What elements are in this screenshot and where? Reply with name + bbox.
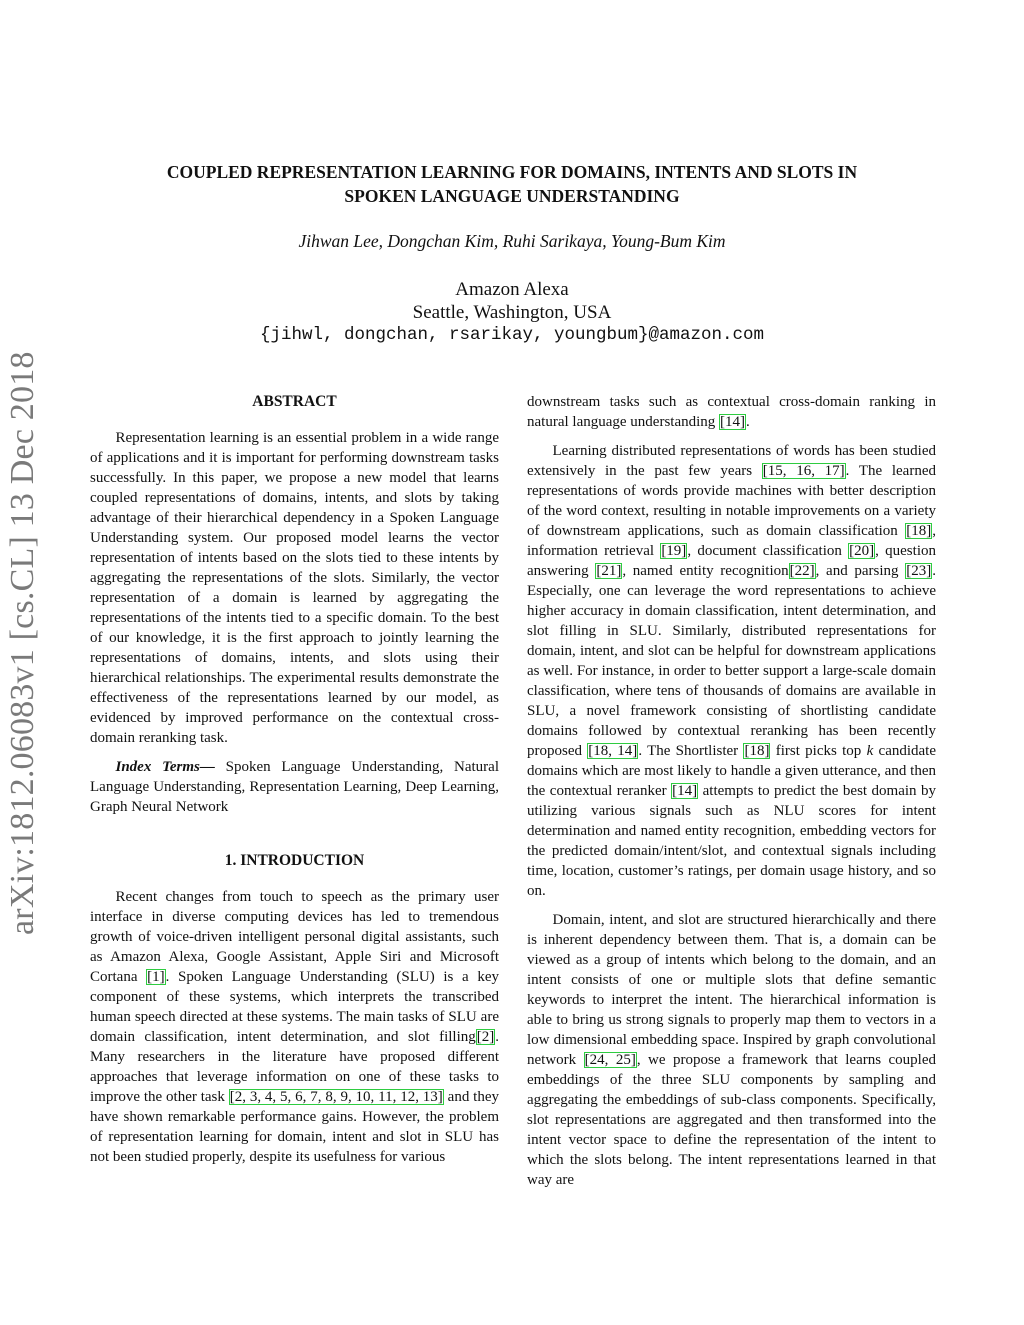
citation-link[interactable]: [23] (906, 563, 932, 579)
title-line-2: SPOKEN LANGUAGE UNDERSTANDING (344, 186, 680, 206)
math-variable-k: k (866, 743, 874, 759)
body-paragraph-word-representations: Learning distributed representations of words has been studied extensively in the past few years [15, 16, 17]. The learned representations of words provide machines with better description of the word context, resulting in notable improvements on a variety of downstream applications, such as domain classification [18], information retrieval [19], document classification [20], question answering [21], named entity recognition[22], and parsing [23]. Especially, one can leverage the word representations to achieve higher accuracy in domain classification, intent determination, and slot filling in SLU. Similarly, distributed representations for domain, intent, and slot can be helpful for downstream applications as well. For instance, in order to better support a large-scale domain classification, where tens of thousands of domains are available in SLU, a novel framework consisting of shortlisting candidate domains followed by contextual reranking has been recently proposed [18, 14]. The Shortlister [18] first picks top k candidate domains which are most likely to handle a given utterance, and then the contextual reranker [14] attempts to predict the best domain by utilizing various signals such as NLU scores for intent determination and named entity recognition, embedding vectors for the predicted domain/intent/slot, and contextual signals including time, location, customer’s ratings, per domain usage history, and so on. (527, 443, 936, 899)
citation-link[interactable]: [18, 14] (588, 743, 638, 759)
citation-link[interactable]: [14] (720, 414, 746, 430)
citation-link[interactable]: [19] (661, 543, 687, 559)
body-paragraph-hierarchy: Domain, intent, and slot are structured hierarchically and there is inherent dependency between them. That is, a domain can be viewed as a group of intents which belong to the domain, and an intent consists of one or multiple slots that define semantic keywords to interpret the intent. The hierarchical information is able to bring us strong signals to properly map them to vectors in a low dimensional embedding space. Inspired by graph convolutional network [24, 25], we propose a framework that learns coupled embeddings of the three SLU components by sampling and aggregating the embeddings of sub-class components. Specifically, slot representations are aggregated and then transformed into the intent vector space to define the representation of the intent to which the slots belong. The intent representations learned in that way are (527, 912, 937, 1188)
continued-paragraph: downstream tasks such as contextual cross-domain ranking in natural language understanding [14]. (527, 394, 936, 430)
index-terms-label: Index Terms— (115, 759, 215, 775)
citation-link[interactable]: [22] (789, 563, 815, 579)
citation-link[interactable]: [24, 25] (584, 1052, 636, 1068)
index-terms-text: Spoken Language Understanding, Natural Language Understanding, Representation Learning, Deep Learning, Graph Neural Network (90, 759, 500, 815)
citation-link[interactable]: [18] (906, 523, 932, 539)
citation-link[interactable]: [21] (596, 563, 622, 579)
affiliation-email: {jihwl, dongchan, rsarikay, youngbum}@amazon.com (259, 325, 765, 345)
citation-link[interactable]: [14] (672, 783, 698, 799)
affiliation (100, 278, 924, 347)
citation-link[interactable]: [18] (744, 743, 770, 759)
right-column (527, 392, 936, 1190)
affiliation-org: Amazon Alexa (455, 279, 569, 300)
affiliation-location: Seattle, Washington, USA (412, 302, 612, 323)
citation-link[interactable]: [15, 16, 17] (762, 463, 845, 479)
title-line-1: COUPLED REPRESENTATION LEARNING FOR DOMAINS, INTENTS AND SLOTS IN (166, 162, 858, 182)
paper-title (100, 160, 924, 208)
abstract-heading: ABSTRACT (252, 393, 337, 410)
arxiv-identifier: arXiv:1812.06083v1 [cs.CL] 13 Dec 2018 (4, 351, 41, 935)
citation-link[interactable]: [20] (849, 543, 875, 559)
index-terms (90, 757, 499, 817)
introduction-heading: 1. INTRODUCTION (224, 852, 365, 869)
intro-paragraph-1: Recent changes from touch to speech as the primary user interface in diverse computing devices has led to tremendous growth of voice-driven intelligent personal digital assistants, such as Amazon Alexa, Google Assistant, Apple Siri and Microsoft Cortana [1]. Spoken Language Understanding (SLU) is a key component of these systems, which interprets the transcribed human speech directed at these systems. The main tasks of SLU are domain classification, intent determination, and slot filling[2]. Many researchers in the literature have proposed different approaches that leverage information on one of these tasks to improve the other task [2, 3, 4, 5, 6, 7, 8, 9, 10, 11, 12, 13] and they have shown remarkable performance gains. However, the problem of representation learning for domain, intent and slot in SLU has not been studied properly, despite its usefulness for various (90, 889, 500, 1165)
abstract-text: Representation learning is an essential problem in a wide range of applications and it is important for performing downstream tasks successfully. In this paper, we propose a new model that learns coupled representations of domains, intents, and slots by taking advantage of their hierarchical dependency in a Spoken Language Understanding system. Our proposed model learns the vector representation of intents based on the slots tied to these intents by aggregating the representations of the slots. Similarly, the vector representation of a domain is learned by aggregating the representations of the intents tied to a specific domain. To the best of our knowledge, it is the first approach to jointly learning the representations of domains, intents, and slots using their hierarchical relationships. The experimental results demonstrate the effectiveness of the representations learned by our model, as evidenced by improved performance on the contextual cross-domain reranking task. (90, 430, 499, 746)
citation-link[interactable]: [2] (476, 1029, 495, 1045)
left-column (90, 392, 499, 1167)
citation-link[interactable]: [2, 3, 4, 5, 6, 7, 8, 9, 10, 11, 12, 13] (229, 1089, 443, 1105)
citation-link[interactable]: [1] (147, 969, 165, 985)
author-list: Jihwan Lee, Dongchan Kim, Ruhi Sarikaya, Young-Bum Kim (298, 231, 726, 251)
